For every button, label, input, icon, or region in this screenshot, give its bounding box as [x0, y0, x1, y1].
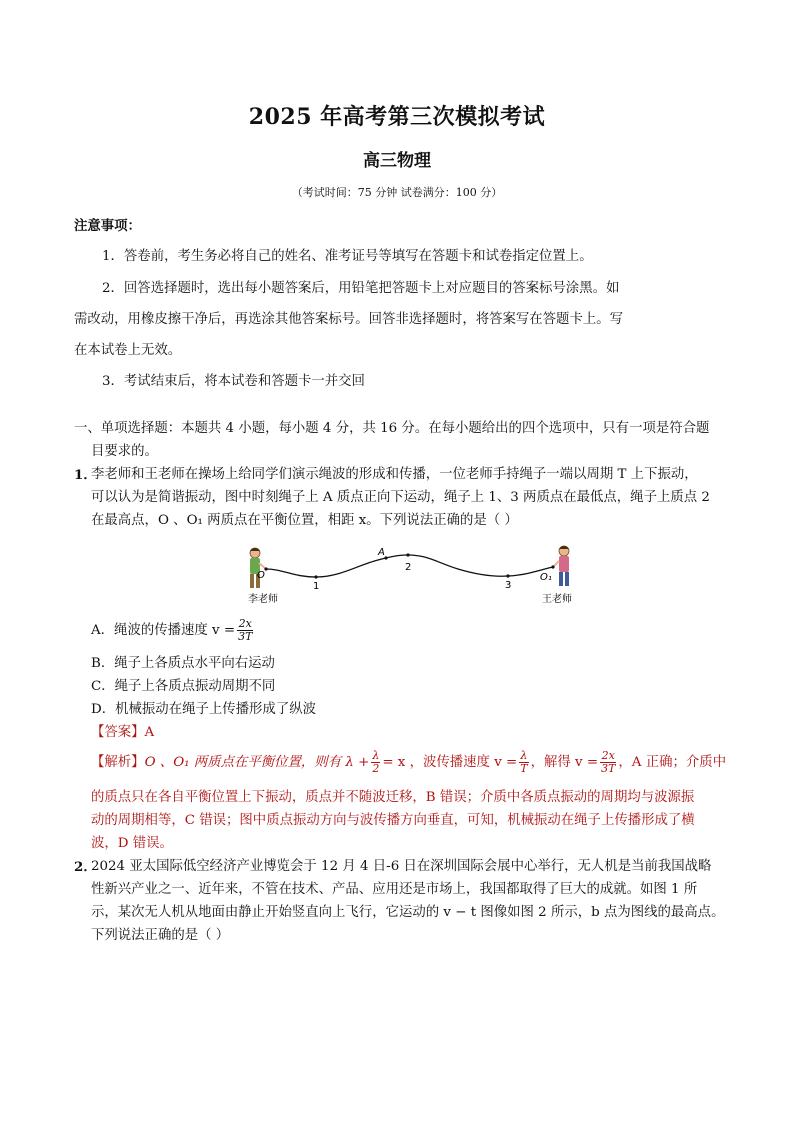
analysis-line-1: 【解析】O 、O₁ 两质点在平衡位置，则有 λ + $\frac{\lambda}{2}$ = x ，波传播速度 v = $\frac{\lambda}{T}$ ，解得 v = $\frac{2x}{3T}$ ，A 正确；介质中 — [91, 749, 727, 775]
section-heading-line-1: 一、单项选择题：本题共 4 小题，每小题 4 分，共 16 分。在每小题给出的四个选项中，只有一项是符合题 — [74, 421, 710, 436]
notice-item-1: 1．答卷前，考生务必将自己的姓名、准考证号等填写在答题卡和试卷指定位置上。 — [102, 249, 593, 264]
question-1-line-2: 可以认为是简谐振动，图中时刻绳子上 A 质点正向下运动，绳子上 1、3 两质点在最低点，绳子上质点 2 — [91, 490, 710, 505]
question-1-line-1: 李老师和王老师在操场上给同学们演示绳波的形成和传播，一位老师手持绳子一端以周期 T 上下振动， — [91, 467, 698, 482]
label-point-2: 2 — [405, 562, 412, 573]
notice-item-2-line-1: 2．回答选择题时，选出每小题答案后，用铅笔把答题卡上对应题目的答案标号涂黑。如 — [102, 281, 620, 296]
analysis-tag: 【解析】 — [91, 755, 145, 770]
rope-wave-figure — [228, 543, 588, 608]
exam-subject: 高三物理 — [363, 151, 431, 171]
right-teacher-label: 王老师 — [542, 594, 572, 605]
question-2-line-1: 2024 亚太国际低空经济产业博览会于 12 月 4 日-6 日在深圳国际会展中心举行，无人机是当前我国战略 — [91, 859, 712, 874]
label-o1: O₁ — [540, 572, 552, 583]
option-d: D．机械振动在绳子上传播形成了纵波 — [91, 702, 316, 717]
notice-item-2-line-2: 需改动，用橡皮擦干净后，再选涂其他答案标号。回答非选择题时，将答案写在答题卡上。写 — [74, 312, 624, 327]
label-point-3: 3 — [505, 580, 512, 591]
analysis-line-3: 动的周期相等，C 错误；图中质点振动方向与波传播方向垂直，可知，机械振动在绳子上传播形成了横 — [91, 813, 695, 828]
option-b: B．绳子上各质点水平向右运动 — [91, 656, 275, 671]
section-heading-line-2: 目要求的。 — [91, 444, 158, 459]
analysis-fraction-1: $\frac{\lambda}{2}$ — [372, 749, 380, 775]
left-teacher-label: 李老师 — [248, 594, 278, 605]
notice-heading: 注意事项： — [74, 218, 141, 234]
option-c: C．绳子上各质点振动周期不同 — [91, 679, 276, 694]
left-teacher-figure — [250, 548, 266, 588]
right-teacher-figure — [553, 546, 569, 586]
rope-wave-diagram — [228, 543, 588, 608]
question-2-number: 2． — [74, 859, 97, 875]
analysis-line-2: 的质点只在各自平衡位置上下振动，质点并不随波迁移，B 错误；介质中各质点振动的周期均与波源振 — [91, 790, 695, 805]
option-a-text: A．绳波的传播速度 v = — [91, 623, 236, 638]
question-1-line-3: 在最高点，O 、O₁ 两质点在平衡位置，相距 x。下列说法正确的是（ ） — [91, 513, 518, 528]
label-point-1: 1 — [313, 581, 320, 592]
notice-item-3: 3．考试结束后，将本试卷和答题卡一并交回 — [102, 374, 365, 389]
label-a: A — [378, 547, 385, 558]
question-2-line-3: 示，某次无人机从地面由静止开始竖直向上飞行，它运动的 v − t 图像如图 2 所示，b 点为图线的最高点。 — [91, 905, 725, 920]
label-o: O — [257, 570, 265, 581]
answer-text: 【答案】A — [91, 725, 155, 740]
analysis-fraction-3: $\frac{2x}{3T}$ — [601, 749, 616, 775]
question-1-number: 1． — [74, 467, 97, 483]
analysis-line-4: 波，D 错误。 — [91, 836, 173, 851]
exam-title: 2025 年高考第三次模拟考试 — [248, 104, 546, 130]
question-2-line-4: 下列说法正确的是（ ） — [91, 928, 230, 943]
exam-info: （考试时间：75 分钟 试卷满分：100 分） — [291, 186, 503, 199]
option-a — [91, 618, 255, 643]
question-2-line-2: 性新兴产业之一、近年来，不管在技术、产品、应用还是市场上，我国都取得了巨大的成就。如图 1 所 — [91, 882, 698, 897]
option-a-fraction: $\frac{2x}{3T}$ — [238, 617, 253, 643]
notice-item-2-line-3: 在本试卷上无效。 — [74, 343, 182, 358]
analysis-fraction-2: $\frac{\lambda}{T}$ — [520, 749, 528, 775]
